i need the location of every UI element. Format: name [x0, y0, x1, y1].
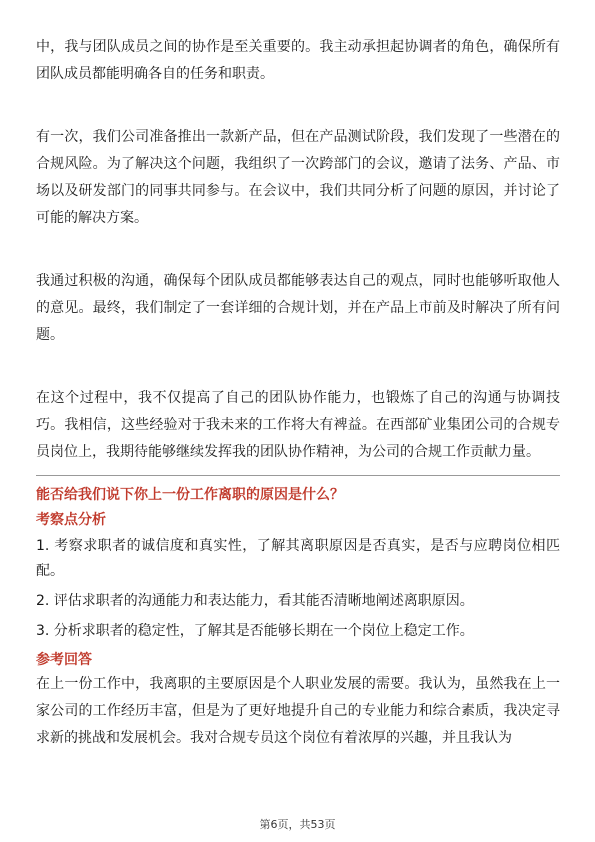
body-paragraph: 中，我与团队成员之间的协作是至关重要的。我主动承担起协调者的角色，确保所有团队成员都能明确各自的任务和职责。	[36, 39, 560, 82]
paragraph-gap	[36, 349, 560, 385]
body-paragraph: 我通过积极的沟通，确保每个团队成员都能够表达自己的观点，同时也能够听取他人的意见。最终，我们制定了一套详细的合规计划，并在产品上市前及时解决了所有问题。	[36, 273, 560, 343]
paragraph-gap	[36, 88, 560, 124]
analysis-item: 3. 分析求职者的稳定性，了解其是否能够长期在一个岗位上稳定工作。	[36, 623, 474, 639]
analysis-item: 2. 评估求职者的沟通能力和表达能力，看其能否清晰地阐述离职原因。	[36, 593, 474, 609]
interview-question: 能否给我们说下你上一份工作离职的原因是什么？	[36, 487, 344, 503]
page-content	[36, 34, 560, 752]
paragraph-gap	[36, 232, 560, 268]
body-paragraph: 有一次，我们公司准备推出一款新产品，但在产品测试阶段，我们发现了一些潜在的合规风险。为了解决这个问题，我组织了一次跨部门的会议，邀请了法务、产品、市场以及研发部门的同事共同参与。在会议中，我们共同分析了问题的原因，并讨论了可能的解决方案。	[36, 129, 560, 226]
page-number-footer: 第6页，共53页	[259, 818, 336, 831]
analysis-title: 考察点分析	[36, 512, 106, 528]
reference-answer-title: 参考回答	[36, 652, 92, 668]
reference-answer-text: 在上一份工作中，我离职的主要原因是个人职业发展的需要。我认为，虽然我在上一家公司的工作经历丰富，但是为了更好地提升自己的专业能力和综合素质，我决定寻求新的挑战和发展机会。我对合规专员这个岗位有着浓厚的兴趣，并且我认为	[36, 676, 560, 746]
analysis-item: 1. 考察求职者的诚信度和真实性，了解其离职原因是否真实，是否与应聘岗位相匹配。	[36, 538, 560, 579]
section-divider	[36, 475, 560, 476]
body-paragraph: 在这个过程中，我不仅提高了自己的团队协作能力，也锻炼了自己的沟通与协调技巧。我相信，这些经验对于我未来的工作将大有裨益。在西部矿业集团公司的合规专员岗位上，我期待能够继续发挥我的团队协作精神，为公司的合规工作贡献力量。	[36, 390, 560, 460]
